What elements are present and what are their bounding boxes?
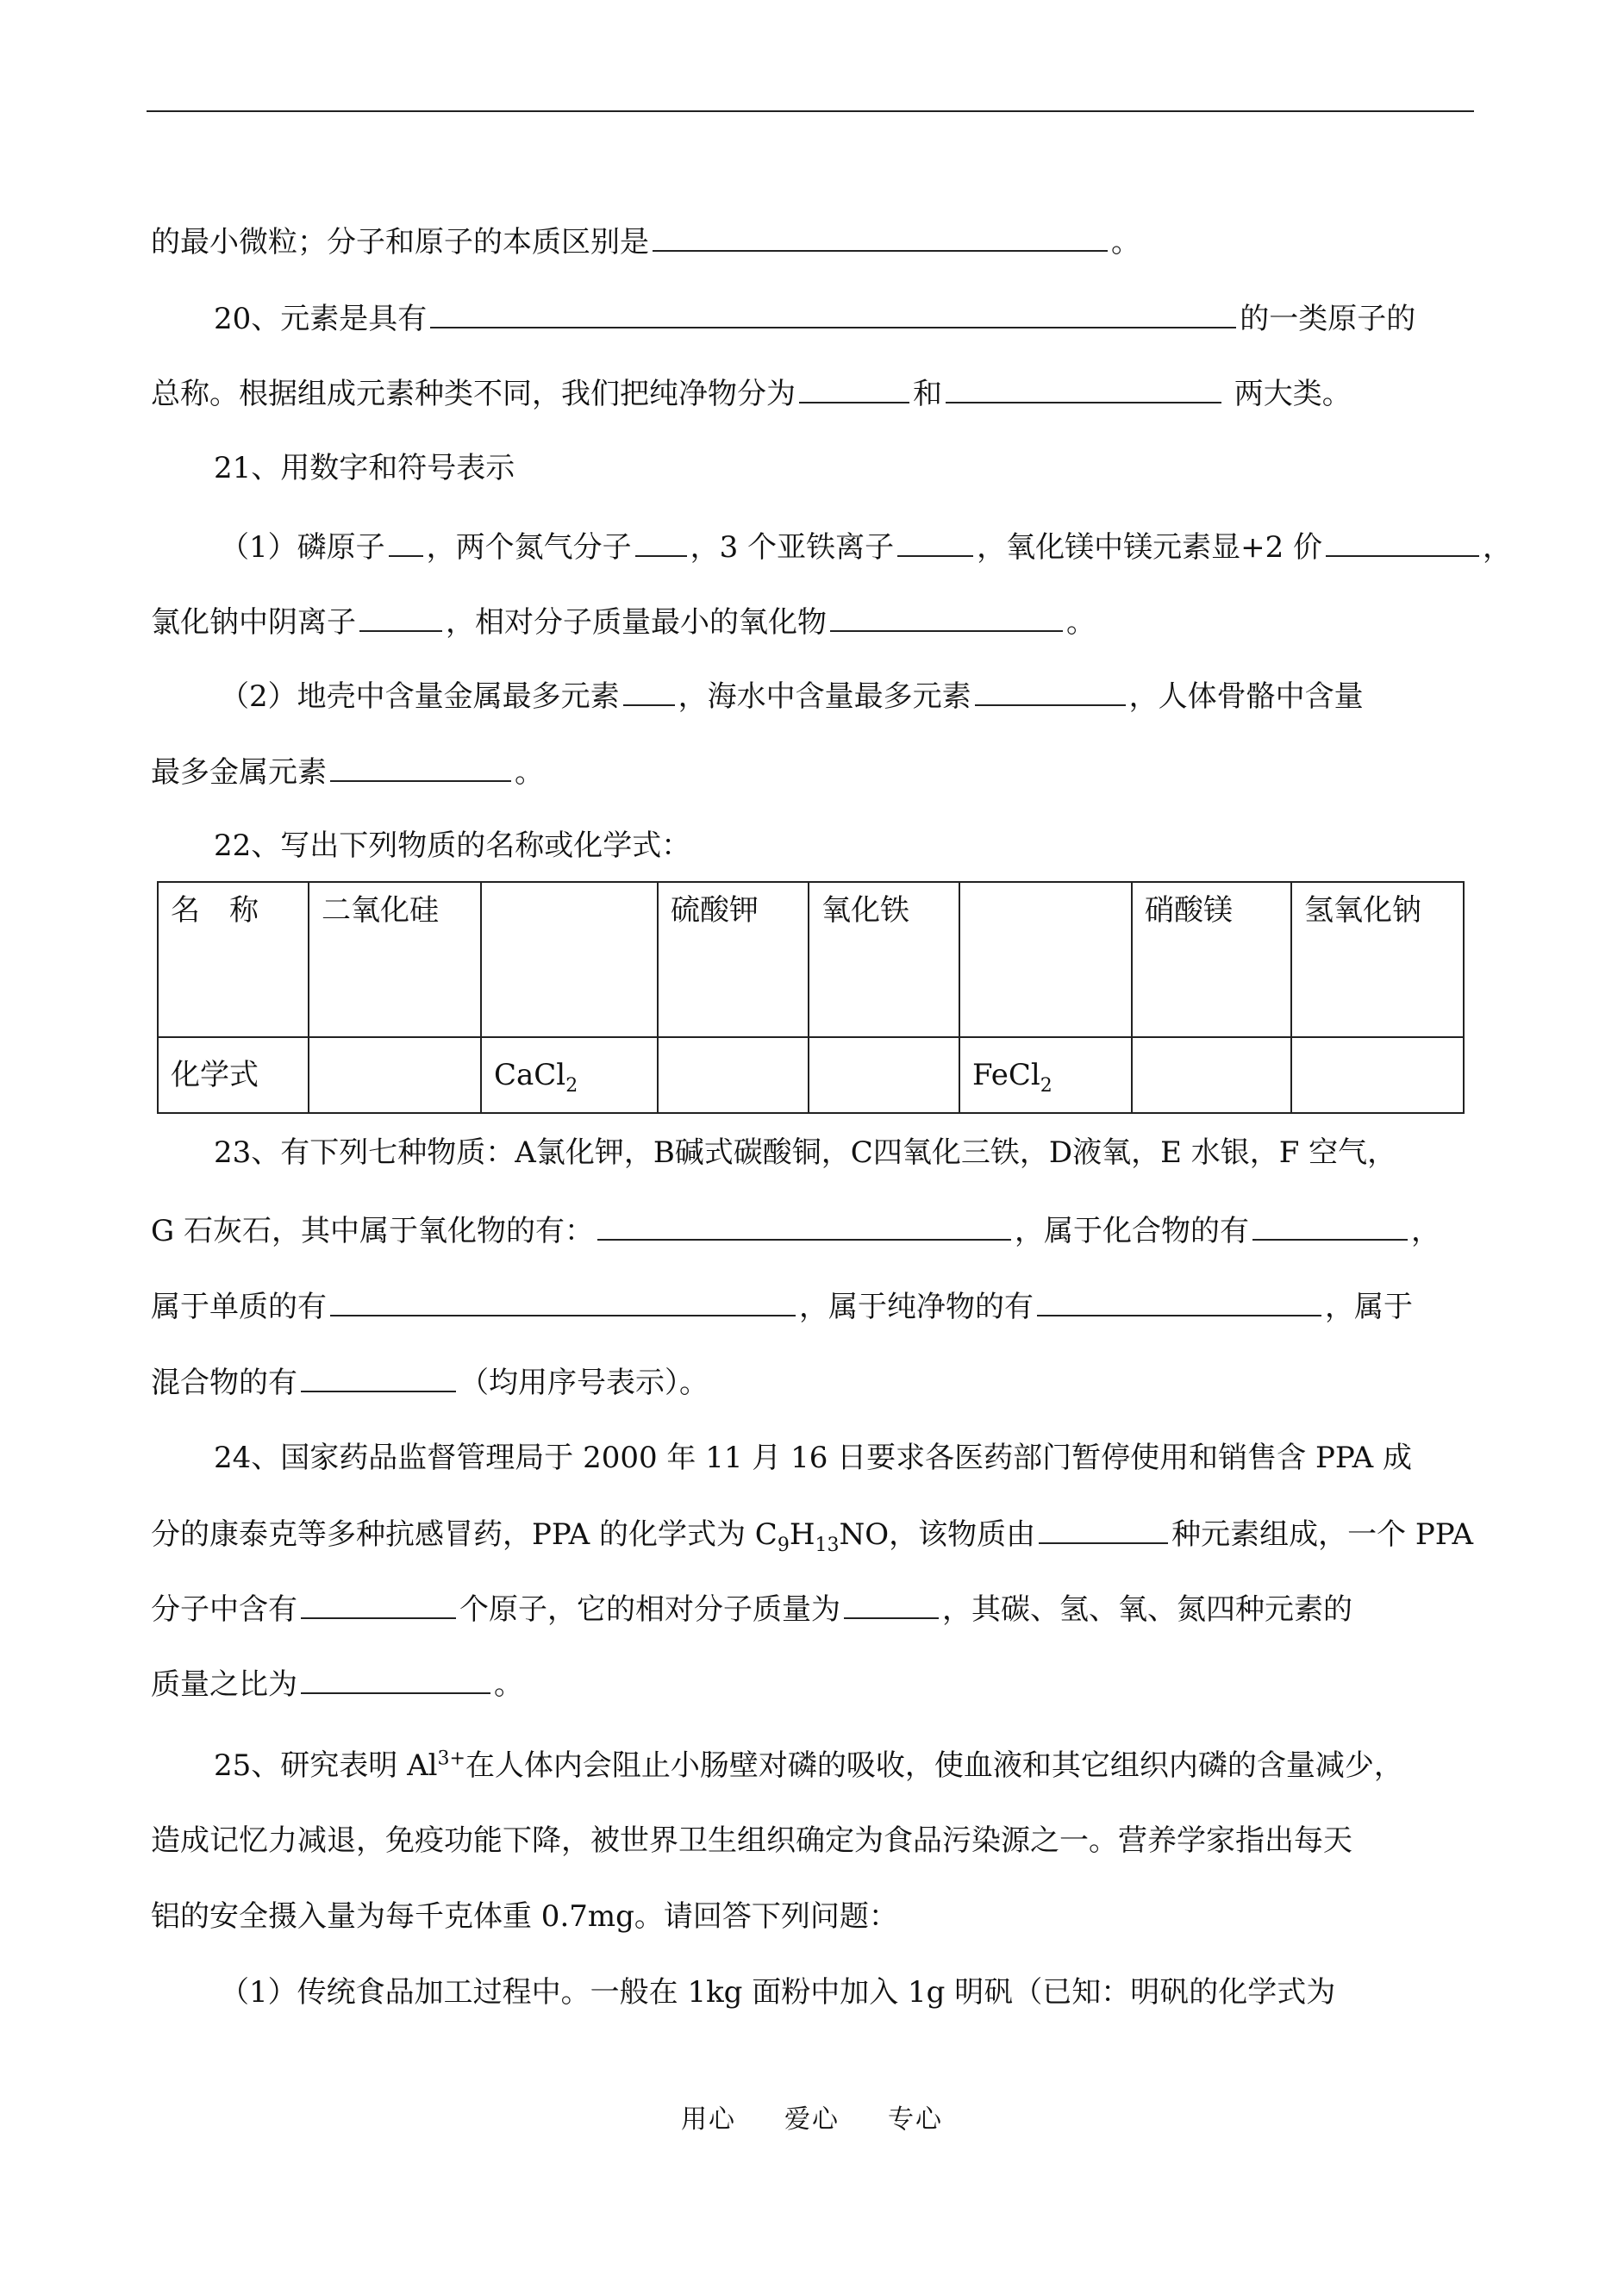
- blank[interactable]: [1037, 1285, 1321, 1316]
- blank[interactable]: [897, 526, 973, 557]
- q20-line1: 20、元素是具有 的一类原子的: [214, 297, 1415, 337]
- table-cell: 硝酸镁: [1132, 882, 1291, 1037]
- table-row-name: [158, 882, 1464, 1037]
- q25-line3: 铝的安全摄入量为每千克体重 0.7mg。请回答下列问题：: [151, 1899, 898, 1934]
- table-cell: 名 称: [158, 882, 309, 1037]
- table-cell-blank[interactable]: [309, 1037, 481, 1113]
- blank[interactable]: [301, 1361, 456, 1392]
- q24-line4: 质量之比为 。: [151, 1663, 523, 1703]
- blank[interactable]: [975, 675, 1126, 706]
- table-cell: 硫酸钾: [658, 882, 809, 1037]
- blank[interactable]: [597, 1210, 1011, 1241]
- q24-line3: 分子中含有 个原子，它的相对分子质量为 ，其碳、氢、氧、氮四种元素的: [151, 1588, 1352, 1628]
- blank[interactable]: [830, 601, 1063, 632]
- q22-title: 22、写出下列物质的名称或化学式：: [214, 829, 691, 863]
- table-cell-blank[interactable]: [481, 882, 658, 1037]
- table-cell: 二氧化硅: [309, 882, 481, 1037]
- table-cell-blank[interactable]: [1291, 1037, 1464, 1113]
- q25-line2: 造成记忆力减退，免疫功能下降，被世界卫生组织确定为食品污染源之一。营养学家指出每天: [151, 1823, 1352, 1858]
- blank[interactable]: [1252, 1210, 1408, 1241]
- blank[interactable]: [301, 1663, 490, 1694]
- blank[interactable]: [389, 526, 423, 557]
- blank[interactable]: [844, 1588, 939, 1619]
- q22-table: [157, 881, 1465, 1114]
- table-cell: 氧化铁: [809, 882, 959, 1037]
- q21-1-line1: （1）磷原子 ，两个氮气分子 ，3 个亚铁离子 ，氧化镁中镁元素显+2 价 ，: [220, 526, 1512, 566]
- blank[interactable]: [330, 751, 511, 782]
- q21-2-line1: （2）地壳中含量金属最多元素 ，海水中含量最多元素 ，人体骨骼中含量: [220, 675, 1364, 715]
- blank[interactable]: [1326, 526, 1479, 557]
- q25-1-line: （1）传统食品加工过程中。一般在 1kg 面粉中加入 1g 明矾（已知：明矾的化学式为: [220, 1975, 1336, 2010]
- blank[interactable]: [799, 372, 909, 403]
- table-cell: FeCl$_2$: [959, 1037, 1132, 1113]
- q21-1-line2: 氯化钠中阴离子 ，相对分子质量最小的氧化物 。: [151, 601, 1096, 641]
- q23-line4: 混合物的有 （均用序号表示）。: [151, 1361, 709, 1401]
- q25-line1: 25、研究表明 $Al^{3+}$在人体内会阻止小肠壁对磷的吸收，使血液和其它组织内磷的含量减少，: [214, 1748, 1403, 1783]
- blank[interactable]: [330, 1285, 796, 1316]
- table-cell: 化学式: [158, 1037, 309, 1113]
- table-cell: CaCl$_2$: [481, 1037, 658, 1113]
- header-rule: [147, 110, 1474, 112]
- q21-2-line2: 最多金属元素 。: [151, 751, 544, 791]
- table-cell-blank[interactable]: [809, 1037, 959, 1113]
- q20-line2: 总称。根据组成元素种类不同，我们把纯净物分为 和 两大类。: [151, 372, 1352, 412]
- table-cell-blank[interactable]: [959, 882, 1132, 1037]
- blank[interactable]: [946, 372, 1221, 403]
- q21-title: 21、用数字和符号表示: [214, 451, 515, 485]
- blank[interactable]: [301, 1588, 456, 1619]
- blank[interactable]: [1039, 1513, 1168, 1544]
- q23-line2: G 石灰石，其中属于氧化物的有： ，属于化合物的有 ，: [151, 1210, 1440, 1249]
- q24-line2: 分的康泰克等多种抗感冒药，PPA 的化学式为 $C_9H_{13}NO$，该物质由 种元素组成，一个 PPA: [151, 1513, 1473, 1553]
- q23-line1: 23、有下列七种物质：A氯化钾，B碱式碳酸铜，C四氧化三铁，D液氧，E 水银，F 空气，: [214, 1135, 1397, 1170]
- q24-line1: 24、国家药品监督管理局于 2000 年 11 月 16 日要求各医药部门暂停使用和销售含 PPA 成: [214, 1441, 1412, 1475]
- blank[interactable]: [623, 675, 675, 706]
- table-cell-blank[interactable]: [658, 1037, 809, 1113]
- blank[interactable]: [359, 601, 442, 632]
- table-cell: 氢氧化钠: [1291, 882, 1464, 1037]
- blank[interactable]: [635, 526, 687, 557]
- line-molecule: 的最小微粒；分子和原子的本质区别是 。: [151, 221, 1140, 260]
- blank[interactable]: [430, 297, 1236, 328]
- q23-line3: 属于单质的有 ，属于纯净物的有 ，属于: [151, 1285, 1413, 1325]
- table-cell-blank[interactable]: [1132, 1037, 1291, 1113]
- blank[interactable]: [653, 221, 1108, 252]
- table-row-formula: [158, 1037, 1464, 1113]
- page-footer: 用心 爱心 专心: [681, 2104, 943, 2135]
